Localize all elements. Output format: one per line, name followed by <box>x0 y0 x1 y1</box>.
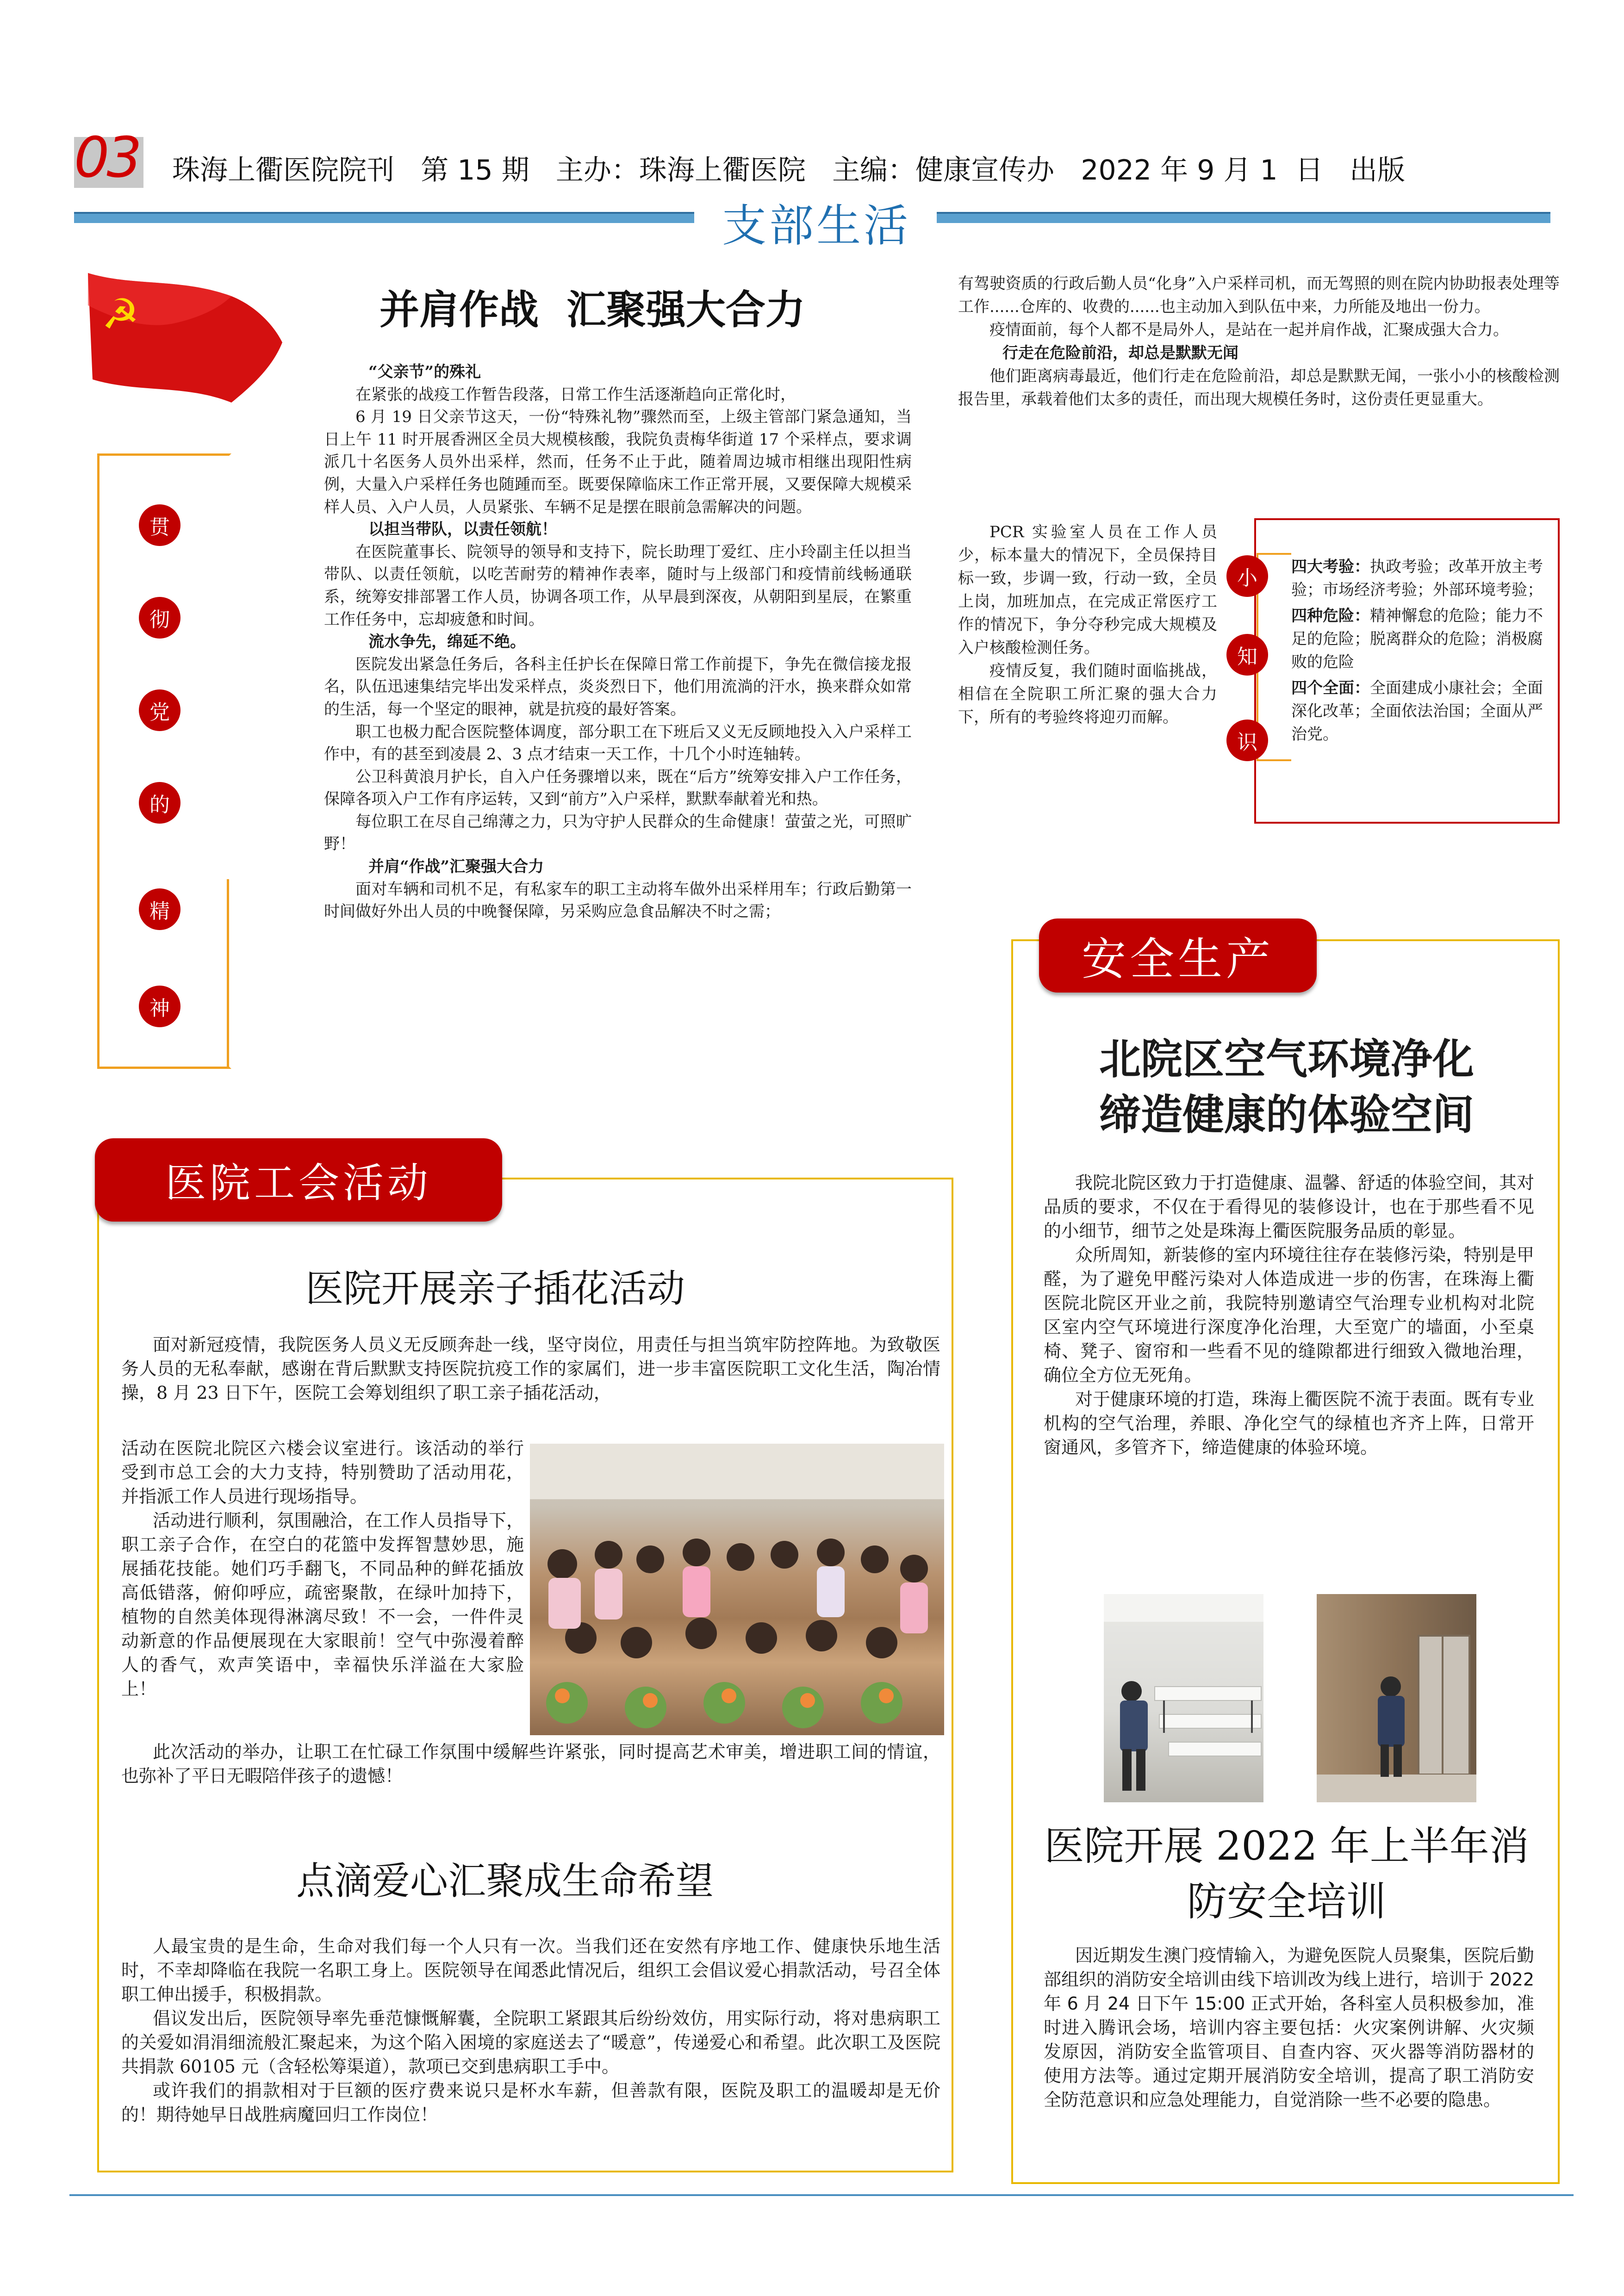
safety-banner: 安全生产 <box>1039 918 1317 993</box>
paragraph: 6 月 19 日父亲节这天，一份“特殊礼物”骤然而至，上级主管部门紧急通知，当日上午 11 时开展香洲区全员大规模核酸，我院负责梅华街道 17 个采样点，要求调派几十名医务人员外出采样，然而，任务不止于此，随着周边城市相继出现阳性病例，大量入户采样任务也随踵而至。既要保障临床工作正常开展，又要保障大规模采样人员、入户人员，人员紧张、车辆不足是摆在眼前急需解决的问题。 <box>324 408 912 516</box>
paragraph: 在医院董事长、院领导的领导和支持下，院长助理丁爱红、庄小玲副主任以担当带队、以责任领航，以吃苦耐劳的精神作表率，随时与上级部门和疫情前线畅通联系，统筹安排部署工作人员，协调各项工作，从早晨到深夜，从朝阳到星辰，在繁重工作任务中，忘却疲惫和时间。 <box>324 542 912 629</box>
air-purification-photo-1 <box>1104 1594 1263 1802</box>
motto-char: 彻 <box>139 597 180 639</box>
union-article1-title: 医院开展亲子插花活动 <box>305 1267 685 1311</box>
subheading: 流水争先，绵延不绝。 <box>368 633 526 652</box>
motto-bracket-right <box>227 879 229 1069</box>
safety-article1-body <box>1044 1171 1534 1459</box>
paragraph: 面对新冠疫情，我院医务人员义无反顾奔赴一线，坚守岗位，用责任与担当筑牢防控阵地。为致敬医务人员的无私奉献，感谢在背后默默支持医院抗疫工作的家属们，进一步丰富医院职工文化生活，陶冶情操，8 月 23 日下午，医院工会筹划组织了职工亲子插花活动， <box>121 1334 940 1403</box>
paragraph: 众所周知，新装修的室内环境往往存在装修污染，特别是甲醛，为了避免甲醛污染对人体造成进一步的伤害，在珠海上衢医院北院区开业之前，我院特别邀请空气治理专业机构对北院区室内空气环境进行深度净化治理，大至宽广的墙面，小至桌椅、凳子、窗帘和一些看不见的缝隙都进行细致入微地治理，确位全方位无死角。 <box>1044 1245 1534 1385</box>
union-article1-end <box>121 1740 940 1788</box>
knowledge-char: 知 <box>1226 634 1268 676</box>
article1-column2 <box>958 272 1560 411</box>
bottom-rule <box>69 2194 1574 2196</box>
knowledge-item: 四个全面：全面建成小康社会；全面深化改革；全面依法治国；全面从严治党。 <box>1291 679 1543 744</box>
knowledge-char: 小 <box>1226 555 1268 597</box>
article1-title: 并肩作战 汇聚强大合力 <box>380 287 805 333</box>
paragraph: 此次活动的举办，让职工在忙碌工作氛围中缓解些许紧张，同时提高艺术审美，增进职工间的情谊，也弥补了平日无暇陪伴孩子的遗憾！ <box>121 1742 940 1786</box>
article1-column1 <box>324 361 912 923</box>
subheading: 以担当带队，以责任领航！ <box>368 520 557 539</box>
union-article2-title: 点滴爱心汇聚成生命希望 <box>296 1859 714 1903</box>
page-number: 03 <box>74 126 139 190</box>
motto-char: 神 <box>139 986 180 1027</box>
paragraph: 他们距离病毒最近，他们行走在危险前沿，却总是默默无闻，一张小小的核酸检测报告里，承载着他们太多的责任，而出现大规模任务时，这份责任更显重大。 <box>958 367 1560 409</box>
safety-article1-title: 北院区空气环境净化 缔造健康的体验空间 <box>1099 1035 1474 1139</box>
knowledge-item: 四大考验：执政考验；改革开放主考验；市场经济考验；外部环境考验； <box>1291 558 1543 599</box>
paragraph: 人最宝贵的是生命，生命对我们每一个人只有一次。当我们还在安然有序地工作、健康快乐地生活时，不幸却降临在我院一名职工身上。医院领导在闻悉此情况后，组织工会倡议爱心捐款活动，号召全体职工伸出援手，积极捐款。 <box>121 1936 940 2004</box>
motto-char: 精 <box>139 888 180 930</box>
subheading: 行走在危险前沿，却总是默默无闻 <box>1002 344 1238 362</box>
paragraph: 活动进行顺利，氛围融洽，在工作人员指导下，职工亲子合作，在空白的花篮中发挥智慧妙思，施展插花技能。她们巧手翻飞，不同品种的鲜花插放高低错落，俯仰呼应，疏密聚散，在绿叶加持下，植物的自然美体现得淋漓尽致！不一会，一件件灵动新意的作品便展现在大家眼前！空气中弥漫着醉人的香气，欢声笑语中，幸福快乐洋溢在大家脸上！ <box>121 1510 524 1699</box>
flower-arranging-photo <box>530 1444 944 1735</box>
knowledge-item: 四种危险：精神懈怠的危险；能力不足的危险；脱离群众的危险；消极腐败的危险 <box>1291 607 1543 671</box>
paragraph: 因近期发生澳门疫情输入，为避免医院人员聚集，医院后勤部组织的消防安全培训由线下培训改为线上进行，培训于 2022 年 6 月 24 日下午 15:00 正式开始，各科室人员积极参加，准时进入腾讯会场，培训内容主要包括：火灾案例讲解、火灾频发原因，消防安全监管项目、自查内容、灭火器等消防器材的使用方法等。通过定期开展消防安全培训，提高了职工消防安全防范意识和应急处理能力，自觉消除一些不必要的隐患。 <box>1044 1945 1534 2110</box>
union-article2-body <box>121 1934 940 2127</box>
union-article1-body <box>121 1333 940 1405</box>
paragraph: 活动在医院北院区六楼会议室进行。该活动的举行受到市总工会的大力支持，特别赞助了活动用花，并指派工作人员进行现场指导。 <box>121 1438 524 1507</box>
paragraph: 在紧张的战疫工作暂告段落，日常工作生活逐渐趋向正常化时， <box>355 385 796 404</box>
motto-bracket <box>97 453 231 1069</box>
paragraph: 每位职工在尽自己绵薄之力，只为守护人民群众的生命健康！萤萤之光，可照旷野！ <box>324 812 912 854</box>
paragraph: 医院发出紧急任务后，各科主任护长在保障日常工作前提下，争先在微信接龙报名，队伍迅速集结完毕出发采样点，炎炎烈日下，他们用流淌的汗水，换来群众如常的生活，每一个坚定的眼神，就是抗疫的最好答案。 <box>324 655 912 719</box>
motto-char: 的 <box>139 782 180 824</box>
rule-left <box>74 212 694 223</box>
paragraph: 公卫科黄浪月护长，自入户任务骤增以来，既在“后方”统筹安排入户工作任务，保障各项入户工作有序运转，又到“前方”入户采样，默默奉献着光和热。 <box>324 767 912 809</box>
paragraph: 对于健康环境的打造，珠海上衢医院不流于表面。既有专业机构的空气治理，养眼、净化空气的绿植也齐齐上阵，日常开窗通风，多管齐下，缔造健康的体验环境。 <box>1044 1389 1534 1458</box>
paragraph: 有驾驶资质的行政后勤人员“化身”入户采样司机，而无驾照的则在院内协助报表处理等工作......仓库的、收费的......也主动加入到队伍中来，力所能及地出一份力。 <box>958 274 1560 316</box>
article1-column2b <box>958 521 1217 729</box>
knowledge-char: 识 <box>1226 720 1268 761</box>
knowledge-list <box>1291 555 1553 746</box>
safety-article2-title: 医院开展 2022 年上半年消 防安全培训 <box>1044 1823 1529 1925</box>
paragraph: 或许我们的捐款相对于巨额的医疗费来说只是杯水车薪，但善款有限，医院及职工的温暖却是无价的！期待她早日战胜病魔回归工作岗位！ <box>121 2080 940 2125</box>
paragraph: 面对车辆和司机不足，有私家车的职工主动将车做外出采样用车；行政后勤第一时间做好外出人员的中晚餐保障，另采购应急食品解决不时之需； <box>324 880 912 921</box>
air-purification-photo-2 <box>1317 1594 1476 1802</box>
union-banner: 医院工会活动 <box>95 1138 502 1222</box>
motto-char: 贯 <box>139 504 180 546</box>
union-article1-left <box>121 1436 524 1701</box>
subheading: “父亲节”的殊礼 <box>368 363 481 381</box>
safety-article2-body <box>1044 1943 1534 2112</box>
paragraph: 疫情反复，我们随时面临挑战，相信在全院职工所汇聚的强大合力下，所有的考验终将迎刃而解。 <box>958 662 1217 726</box>
paragraph: 职工也极力配合医院整体调度，部分职工在下班后又义无反顾地投入入户采样工作中，有的甚至到凌晨 2、3 点才结束一天工作，十几个小时连轴转。 <box>324 722 912 764</box>
paragraph: 倡议发出后，医院领导率先垂范慷慨解囊，全院职工紧跟其后纷纷效仿，用实际行动，将对患病职工的关爱如涓涓细流般汇聚起来，为这个陷入困境的家庭送去了“暖意”，传递爱心和希望。此次职工及医院共捐款 60105 元（含轻松筹渠道），款项已交到患病职工手中。 <box>121 2008 940 2077</box>
paragraph: PCR 实验室人员在工作人员少，标本量大的情况下，全员保持目标一致，步调一致，行动一致，全员上岗，加班加点，在完成正常医疗工作的情况下，争分夺秒完成大规模及入户核酸检测任务。 <box>958 523 1217 657</box>
svg-text:☭: ☭ <box>102 290 139 339</box>
paragraph: 疫情面前，每个人都不是局外人，是站在一起并肩作战，汇聚成强大合力。 <box>989 321 1509 339</box>
paragraph: 我院北院区致力于打造健康、温馨、舒适的体验空间，其对品质的要求，不仅在于看得见的装修设计，也在于那些看不见的小细节，细节之处是珠海上衢医院服务品质的彰显。 <box>1044 1173 1534 1241</box>
subheading: 并肩“作战”汇聚强大合力 <box>368 857 544 876</box>
party-flag <box>79 268 292 407</box>
motto-char: 党 <box>139 689 180 731</box>
masthead: 珠海上衢医院院刊 第 15 期 主办：珠海上衢医院 主编：健康宣传办 2022 年 9 月 1 日 出版 <box>172 154 1406 186</box>
section-title: 支部生活 <box>722 200 911 252</box>
rule-right <box>937 212 1550 223</box>
